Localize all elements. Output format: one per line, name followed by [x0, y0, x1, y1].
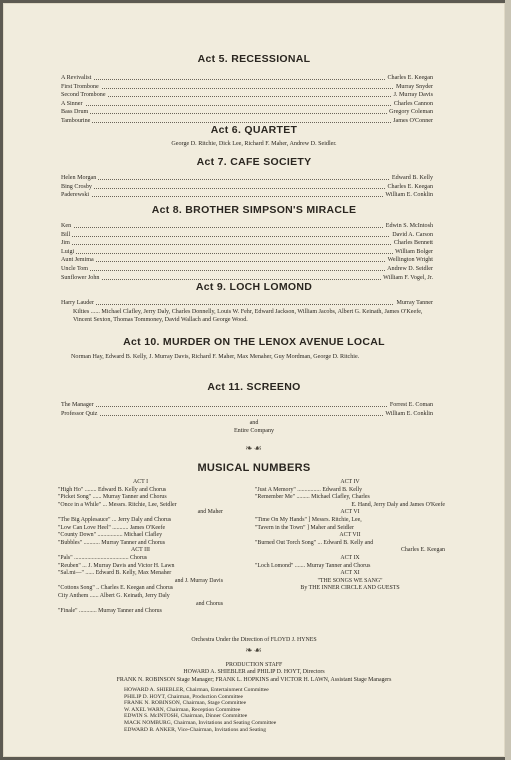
committee-list [124, 687, 276, 733]
leader-dots [65, 88, 429, 89]
cast-row [3, 239, 505, 248]
musical-numbers-left [58, 479, 223, 616]
leader-dots [65, 105, 429, 106]
page-edge [505, 0, 511, 760]
committee-line: EDWIN S. McINTOSH, Chairman, Dinner Committee [124, 713, 248, 720]
musical-numbers-right [255, 479, 445, 593]
cast-row [3, 299, 505, 308]
musical-number-line: "Burned Out Torch Song" ... Edward B. Kelly and [255, 539, 374, 546]
production-staff-block [3, 662, 505, 684]
act-heading: Act 6. QUARTET [210, 124, 298, 136]
act-heading: Act 8. BROTHER SIMPSON'S MIRACLE [151, 204, 357, 216]
cast-name: Andrew D. Seidler [387, 265, 433, 272]
musical-number-line: ACT I [132, 479, 149, 485]
leader-dots [65, 244, 429, 245]
musical-number-line: "The Big Applesauce" ... Jerry Daly and Chorus [58, 516, 172, 523]
cast-row [3, 410, 505, 419]
leader-dots [65, 261, 429, 262]
role-name: Jim [61, 240, 70, 247]
cast-name: William Bolger [395, 248, 433, 255]
act-9-section [3, 281, 505, 324]
musical-number-line: and J. Murray Davis [174, 577, 223, 584]
musical-number-line: City Anthem ...... Albert G. Keinath, Jerry Daly [58, 592, 170, 599]
staff-managers: FRANK N. ROBINSON Stage Manager; FRANK L. HOPKINS and VICTOR H. LAWN, Assistant Stage Managers [116, 676, 392, 683]
cast-row [3, 91, 505, 100]
cast-row [3, 183, 505, 192]
musical-number-line: "THE SONGS WE SANG" [317, 577, 383, 584]
cast-row [3, 256, 505, 265]
act-cast-text: George D. Ritchie, Dick Lee, Richard F. Maher, Andrew D. Seidler. [171, 141, 337, 147]
act-7-section [3, 156, 505, 200]
act-6-section [3, 124, 505, 148]
cast-name: William F. Vogel, Jr. [383, 274, 433, 281]
musical-number-line: "Bubbles" ........... Murray Tanner and Chorus [58, 539, 166, 546]
role-name: Ken [61, 223, 72, 229]
cast-row [3, 108, 505, 117]
musical-number-line: "Loch Lomond" ....... Murray Tanner and Chorus [255, 562, 371, 569]
act-heading: Act 10. MURDER ON THE LENOX AVENUE LOCAL [123, 336, 385, 348]
committee-line: EDWARD B. ANKER, Vice-Chairman, Invitations and Seating [124, 726, 267, 733]
role-name: Bill [61, 231, 71, 238]
musical-number-line: "Low Can Love Heel" ........... James O'Keefe [58, 524, 166, 531]
role-name: Bing Crosby [61, 183, 92, 190]
cast-row [3, 191, 505, 200]
cast-row [3, 100, 505, 109]
musical-number-line: "Picket Song" ...... Murray Tanner and Chorus [58, 494, 167, 501]
cast-name: Gregory Coleman [389, 109, 433, 116]
cast-name: Murray Tanner [396, 300, 433, 306]
musical-number-line: "Remember Me" ......... Michael Clafley, Charles [255, 494, 370, 501]
leader-dots [65, 304, 429, 305]
musical-number-line: ACT IX [340, 554, 360, 561]
cast-name: Edwin S. McIntosh [385, 223, 433, 229]
cast-name: David A. Carson [392, 231, 433, 238]
kilties-text: Kilties ...... Michael Clafley, Jerry Daly, Charles Donnelly, Louis W. Fehr, Edward Jackson, William Jacobs, Albert G. Keinath, James O'Keefe, Vincent Sexton, Thomas Tommoney, David Wallach and George Wood. [73, 308, 423, 323]
act-10-section [3, 336, 505, 361]
musical-number-line: "Tavern in the Town" ] Maher and Seidler [255, 524, 354, 531]
cast-row [3, 401, 505, 410]
act-11-section [3, 381, 505, 435]
musical-number-line: ACT XI [340, 570, 360, 577]
leader-dots [65, 406, 429, 407]
musical-numbers-title: MUSICAL NUMBERS [197, 462, 311, 474]
cast-row [3, 74, 505, 83]
cast-row [3, 222, 505, 231]
cast-name: James O'Conner [393, 117, 433, 124]
cast-name: Edward B. Kelly [391, 175, 433, 181]
cast-row [3, 174, 505, 183]
role-name: Professor Quiz [61, 410, 98, 417]
act-heading: Act 9. LOCH LOMOND [195, 281, 313, 293]
musical-number-line: "Sal.mi—" ...... Edward B. Kelly, Max Menaher [58, 570, 172, 577]
committee-line: FRANK N. ROBINSON, Chairman, Stage Committee [124, 700, 247, 707]
musical-number-line: Charles E. Keegan [401, 547, 445, 554]
role-name: Second Trombone [61, 92, 106, 99]
staff-directors: HOWARD A. SHIEBLER and PHILIP D. HOYT, Directors [183, 669, 325, 676]
musical-number-line: "Just A Memory" ................ Edward B. Kelly [255, 486, 363, 493]
role-name: Paderewski [61, 192, 90, 199]
leader-dots [65, 236, 429, 237]
act-cast-text: Norman Hay, Edward B. Kelly, J. Murray Davis, Richard F. Maher, Max Menaher, Guy Mordman, George D. Ritchie. [71, 354, 360, 360]
role-name: First Trombone [61, 83, 99, 90]
program-page [3, 3, 505, 757]
leader-dots [65, 227, 429, 228]
role-name: A Sinner [61, 100, 83, 107]
musical-number-line: "Cottons Song" .. Charles E. Keegan and Chorus [58, 585, 174, 592]
leader-dots [65, 253, 429, 254]
cast-name: J. Murray Davis [393, 92, 433, 99]
musical-number-line: and Chorus [196, 600, 223, 607]
role-name: Uncle Tom [61, 265, 89, 272]
cast-name: Wellington Wright [387, 257, 433, 264]
musical-number-line: "Reuben" ... J. Murray Davis and Victor H. Lawn [58, 562, 175, 569]
leader-dots [65, 122, 429, 123]
musical-number-line: "Once in a While" ... Messrs. Ritchie, Lee, Seidler [58, 501, 177, 508]
musical-number-line: "Pals" ..................................... Chorus [58, 554, 148, 561]
act-heading: Act 7. CAFE SOCIETY [196, 156, 312, 168]
musical-number-line: "High Ho" ........ Edward B. Kelly and Chorus [58, 486, 167, 493]
leader-dots [65, 270, 429, 271]
role-name: Tambourine [61, 117, 91, 124]
cast-name: Charles E. Keegan [387, 75, 433, 81]
leader-dots [65, 96, 429, 97]
cast-name: Charles E. Keegan [387, 183, 433, 190]
role-name: Sunflower John [61, 274, 100, 281]
cast-name: William E. Conklin [385, 192, 433, 199]
role-name: Bass Drum [61, 109, 89, 116]
musical-number-line: "County Down" ................. Michael Clafley [58, 532, 163, 539]
role-name: Aunt Jemima [61, 257, 94, 264]
committee-line: W. AXEL WARN, Chairman, Reception Committee [124, 706, 241, 713]
cast-name: William E. Conklin [385, 410, 433, 417]
musical-number-line: E. Hand, Jerry Daly and James O'Keefe [351, 501, 445, 508]
act-heading: Act 5. RECESSIONAL [197, 53, 311, 65]
committee-line: HOWARD A. SHIEBLER, Chairman, Entertainment Committee [124, 687, 269, 693]
and-text: and [249, 420, 259, 427]
musical-number-line: ACT VII [339, 532, 361, 539]
leader-dots [65, 79, 429, 80]
cast-row [3, 231, 505, 240]
committee-line: PHILIP D. HOYT, Chairman, Production Committee [124, 693, 244, 700]
act-heading: Act 11. SCREENO [207, 381, 301, 393]
ornament-icon: ❧☙ [245, 443, 263, 453]
leader-dots [65, 196, 429, 197]
committee-line: MACK NOMBURG, Chairman, Invitations and Seating Committee [124, 719, 277, 726]
leader-dots [65, 415, 429, 416]
role-name: Luigi [61, 248, 75, 255]
cast-row [3, 248, 505, 257]
role-name: Helen Morgan [61, 175, 97, 181]
ornament-icon: ❧☙ [245, 645, 263, 655]
cast-row [3, 265, 505, 274]
leader-dots [65, 113, 429, 114]
musical-number-line: ACT VI [340, 509, 360, 516]
cast-row [3, 83, 505, 92]
cast-name: Forrest E. Coman [389, 402, 433, 408]
musical-number-line: "Finale" ............ Murray Tanner and Chorus [58, 608, 162, 615]
musical-numbers-section [3, 462, 505, 474]
musical-number-line: and Maher [197, 509, 223, 516]
cast-name: Murray Snyder [395, 83, 433, 90]
cast-name: Charles Cannon [393, 100, 433, 107]
role-name: Harry Lauder [61, 300, 94, 306]
musical-number-line: "Time On My Hands" ] Messrs. Ritchie, Lee, [255, 516, 362, 523]
production-staff-title: PRODUCTION STAFF [225, 662, 283, 668]
musical-number-line: ACT III [130, 547, 151, 554]
musical-number-line: By THE INNER CIRCLE AND GUESTS [300, 585, 400, 592]
role-name: The Manager [61, 402, 94, 408]
cast-name: Charles Bennett [393, 240, 433, 247]
act-5-section [3, 53, 505, 126]
orchestra-text: Orchestra Under the Direction of FLOYD J. HYNES [191, 637, 317, 643]
leader-dots [65, 188, 429, 189]
leader-dots [65, 179, 429, 180]
entire-company-text: Entire Company [233, 428, 275, 435]
leader-dots [65, 279, 429, 280]
act-8-section [3, 204, 505, 282]
musical-number-line: ACT IV [340, 479, 360, 485]
role-name: A Revivalist [61, 75, 92, 81]
